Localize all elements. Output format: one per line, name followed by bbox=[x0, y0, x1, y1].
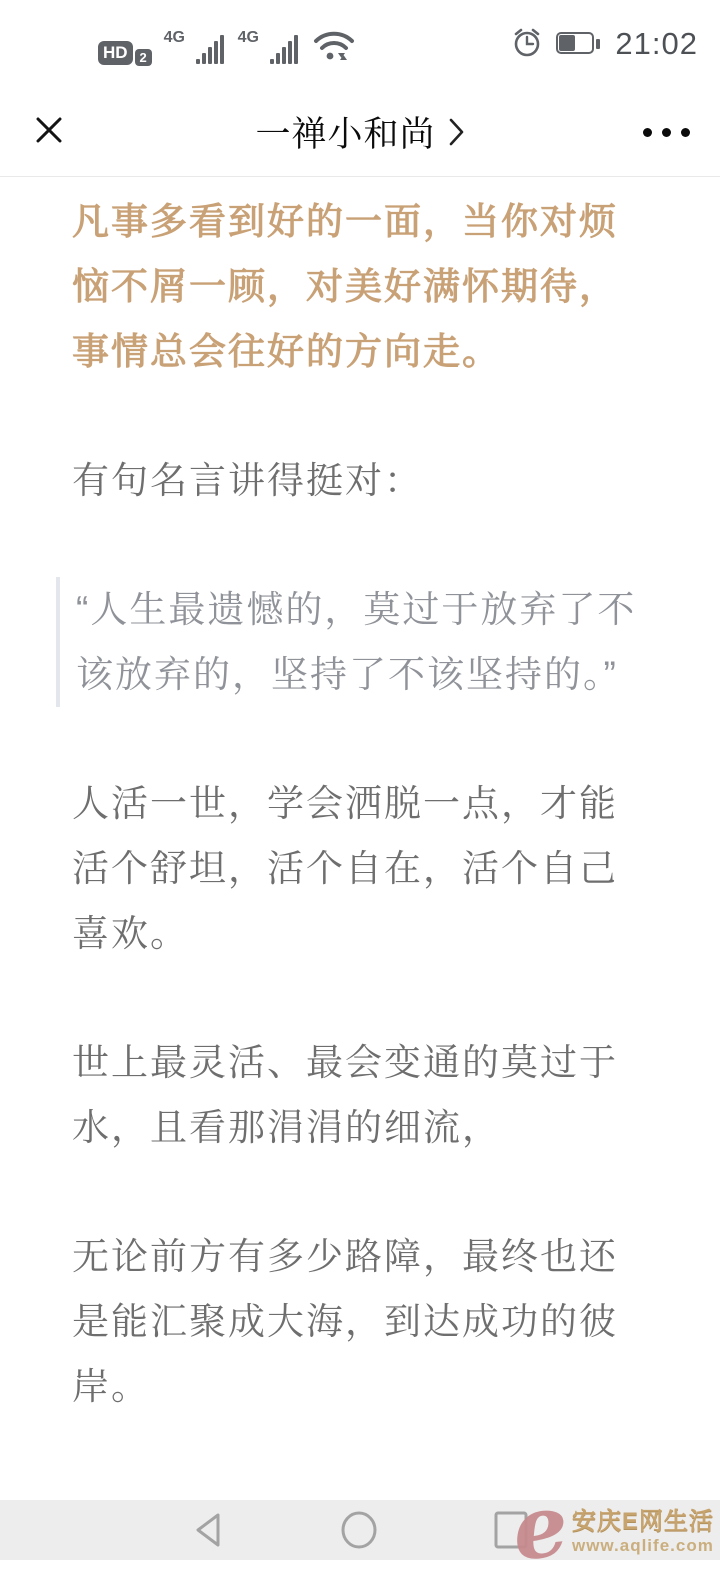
battery-icon bbox=[556, 32, 602, 56]
sim1-signal-bars bbox=[196, 35, 224, 64]
status-right-icons bbox=[511, 26, 698, 63]
watermark-site-url: www.aqlife.com bbox=[571, 1535, 714, 1555]
sim2-network-label: 4G bbox=[237, 28, 259, 46]
android-nav-bar bbox=[0, 1500, 720, 1560]
sim2-signal-bars bbox=[270, 35, 298, 64]
sim1-network-label: 4G bbox=[163, 28, 185, 46]
alarm-icon bbox=[511, 26, 543, 63]
wifi-icon bbox=[312, 27, 356, 68]
status-time: 21:02 bbox=[615, 26, 698, 61]
paragraph-highlight: 凡事多看到好的一面，当你对烦恼不屑一顾，对美好满怀期待，事情总会往好的方向走。 bbox=[72, 201, 618, 372]
article-header bbox=[0, 88, 720, 176]
sim1-signal-icon bbox=[164, 29, 226, 65]
chevron-right-icon bbox=[448, 117, 465, 147]
status-left-icons bbox=[98, 24, 356, 65]
quote-block: “人生最遗憾的，莫过于放弃了不该放弃的，坚持了不该坚持的。” bbox=[56, 577, 648, 707]
paragraph: 世上最灵活、最会变通的莫过于水，且看那涓涓的细流， bbox=[72, 1042, 618, 1148]
article-body bbox=[0, 177, 720, 1419]
paragraph: 无论前方有多少路障，最终也还是能汇聚成大海，到达成功的彼岸。 bbox=[72, 1236, 618, 1407]
more-menu-icon[interactable] bbox=[643, 128, 690, 137]
nav-recents-icon[interactable] bbox=[492, 1510, 530, 1550]
status-bar bbox=[0, 0, 720, 88]
sim2-signal-icon bbox=[238, 29, 300, 65]
hd-sub-badge: 2 bbox=[135, 49, 152, 66]
nav-back-icon[interactable] bbox=[190, 1510, 226, 1550]
watermark-logo: e bbox=[508, 1474, 574, 1581]
close-icon[interactable] bbox=[30, 111, 68, 154]
paragraph: 人活一世，学会洒脱一点，才能活个舒坦，活个自在，活个自己喜欢。 bbox=[72, 783, 618, 954]
account-title-group[interactable] bbox=[0, 107, 720, 157]
watermark-site-name: 安庆E网生活 bbox=[571, 1507, 714, 1535]
hd-voice-icon bbox=[98, 41, 152, 65]
hd-badge: HD bbox=[98, 41, 133, 65]
paragraph: 有句名言讲得挺对： bbox=[72, 460, 423, 501]
nav-home-icon[interactable] bbox=[339, 1510, 379, 1550]
account-title[interactable]: 一禅小和尚 bbox=[255, 115, 436, 154]
